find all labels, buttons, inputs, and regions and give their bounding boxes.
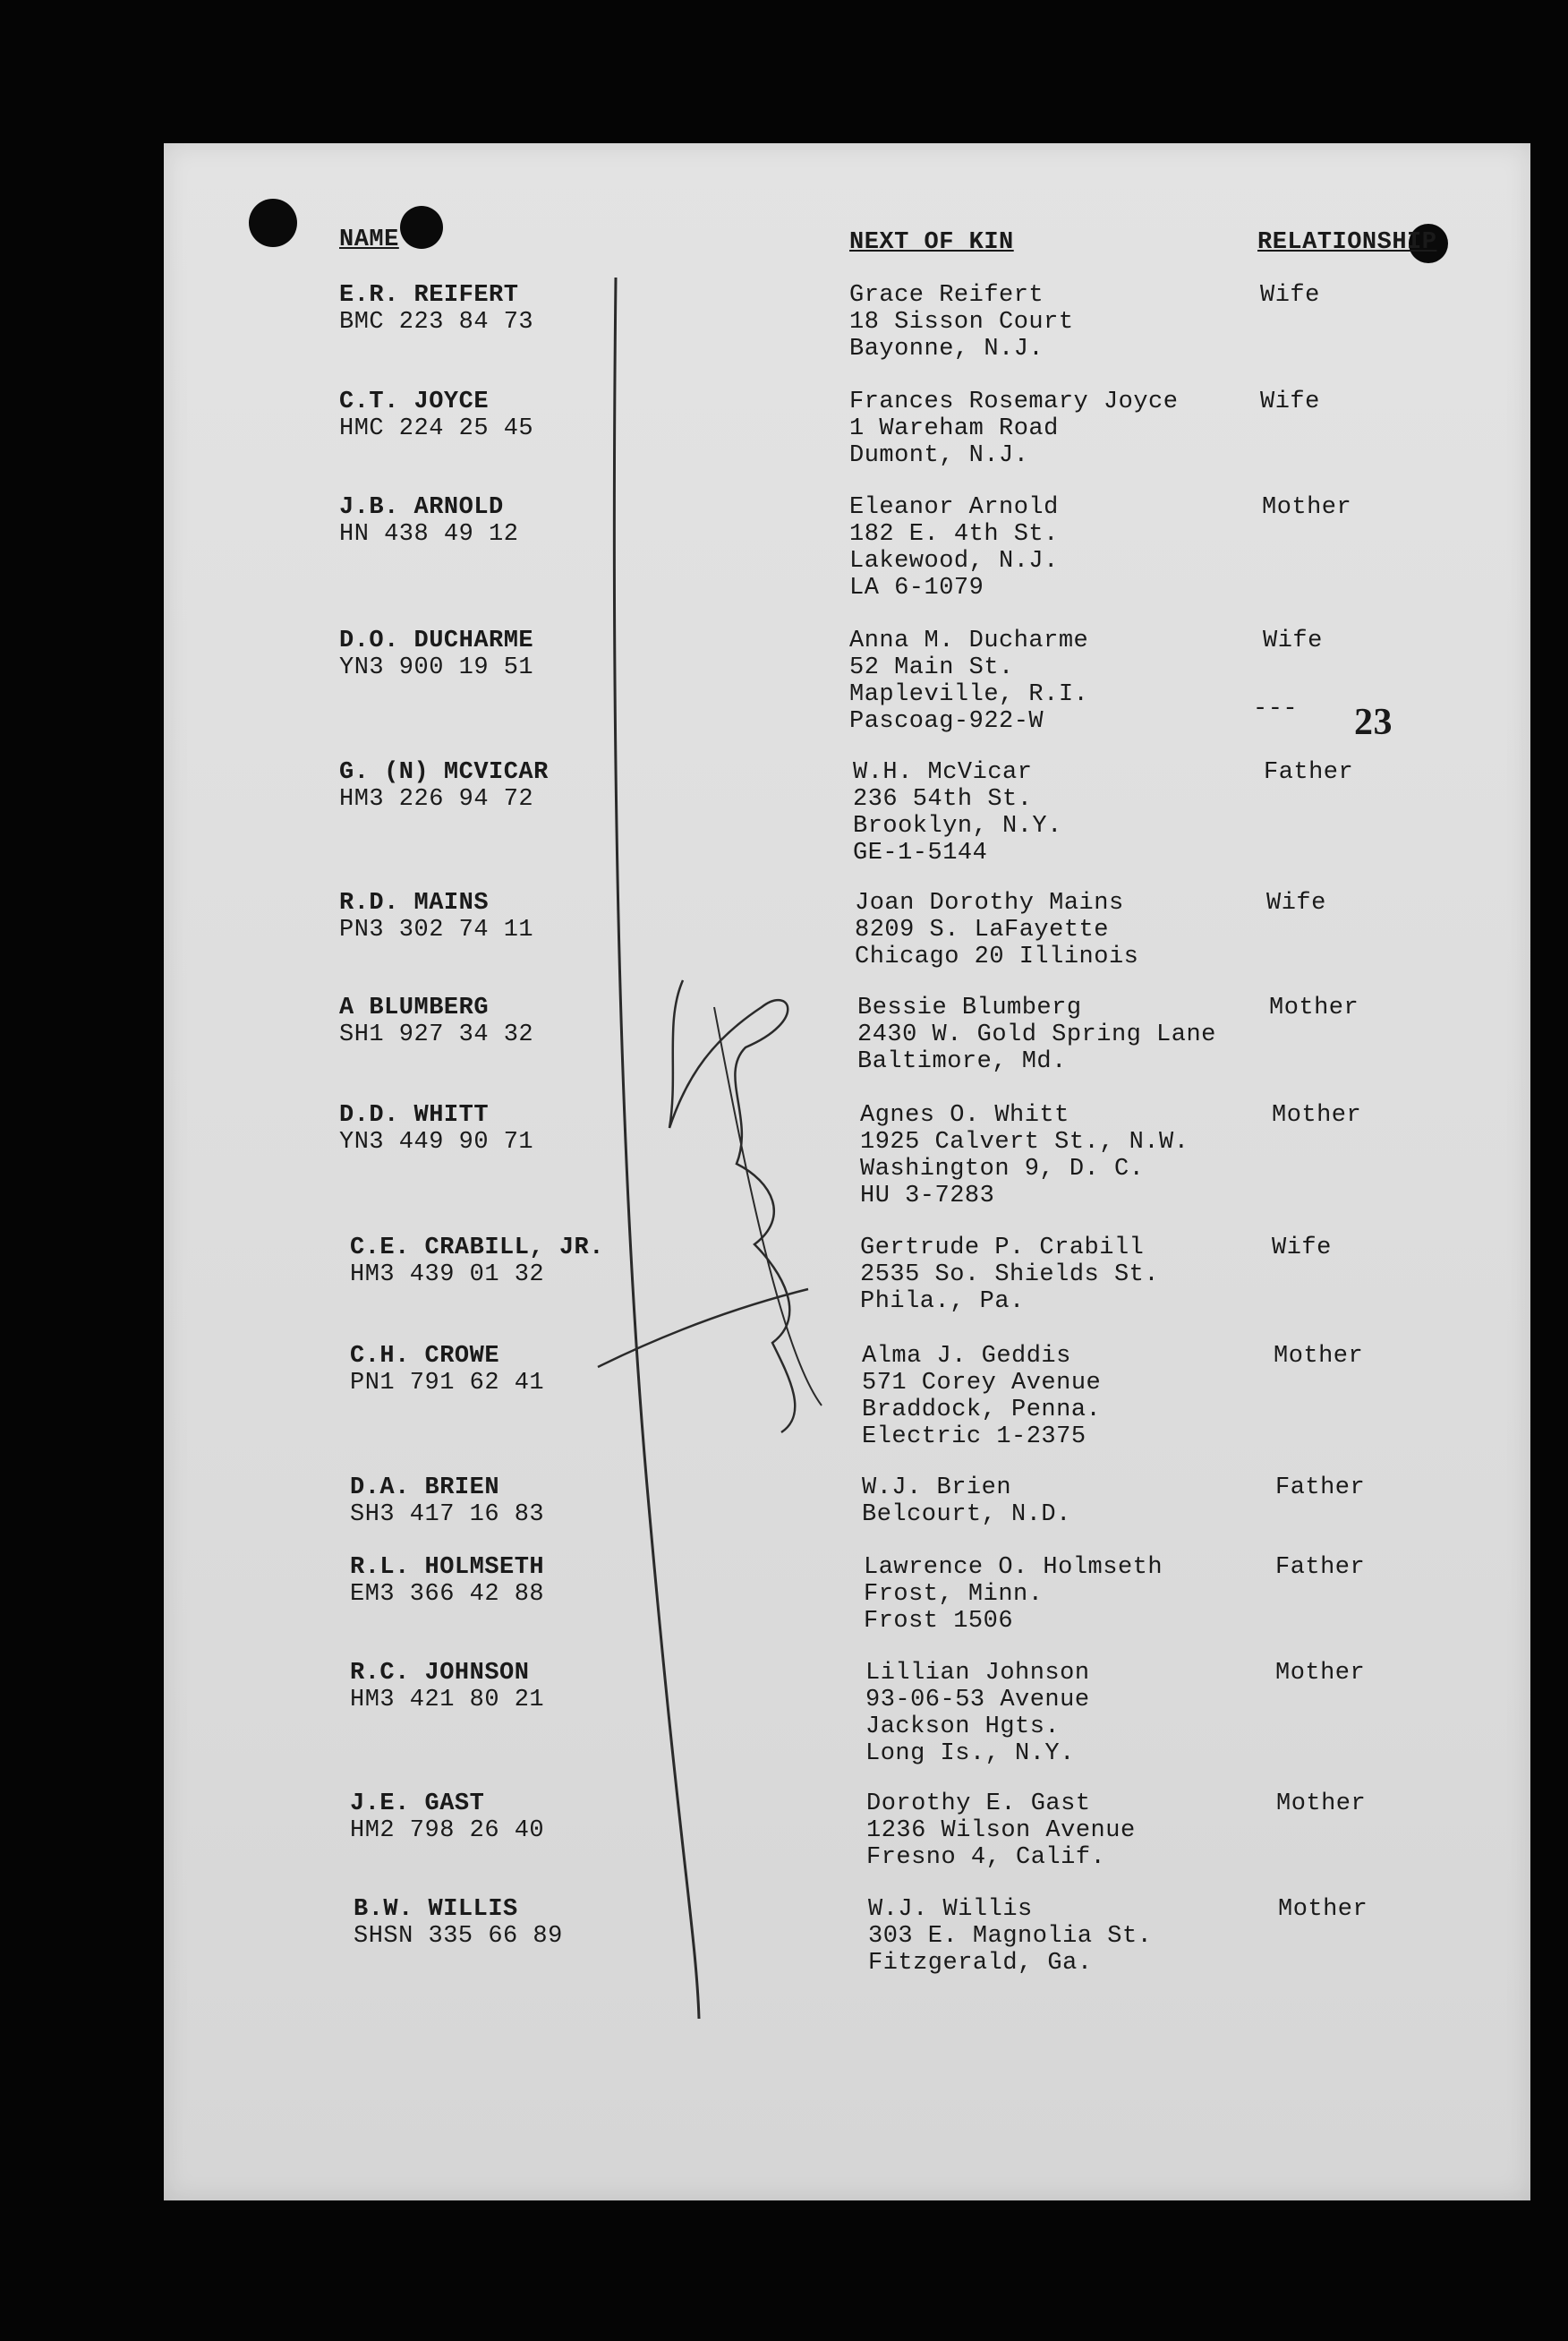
kin-line: Alma J. Geddis	[862, 1343, 1071, 1370]
kin-line: Washington 9, D. C.	[860, 1156, 1145, 1183]
entry-relationship: Wife	[1260, 282, 1320, 309]
kin-line: Frances Rosemary Joyce	[849, 389, 1179, 415]
kin-line: 93-06-53 Avenue	[865, 1687, 1090, 1713]
entry-name: A BLUMBERG	[339, 995, 490, 1021]
kin-line: Agnes O. Whitt	[860, 1102, 1069, 1129]
handwritten-signature	[669, 980, 795, 1432]
entry-service-id: SH3 417 16 83	[350, 1501, 545, 1528]
page-number: 23	[1354, 702, 1393, 743]
entry-service-id: YN3 900 19 51	[339, 654, 534, 681]
entry-service-id: HM3 439 01 32	[350, 1261, 545, 1288]
header-next-of-kin: NEXT OF KIN	[849, 229, 1014, 256]
kin-line: LA 6-1079	[849, 575, 984, 602]
kin-line: Anna M. Ducharme	[849, 628, 1089, 654]
kin-line: Gertrude P. Crabill	[860, 1235, 1145, 1261]
margin-annotations	[164, 143, 1530, 2200]
kin-line: Fitzgerald, Ga.	[868, 1950, 1093, 1977]
entry-relationship: Mother	[1276, 1790, 1367, 1817]
entry-name: D.O. DUCHARME	[339, 628, 534, 654]
entry-relationship: Mother	[1275, 1660, 1366, 1687]
entry-relationship: Father	[1275, 1554, 1366, 1581]
kin-line: W.J. Willis	[868, 1896, 1033, 1923]
kin-line: Pascoag-922-W	[849, 708, 1044, 735]
entry-name: C.H. CROWE	[350, 1343, 500, 1370]
kin-line: Fresno 4, Calif.	[866, 1844, 1106, 1871]
entry-relationship: Mother	[1278, 1896, 1368, 1923]
kin-line: Electric 1-2375	[862, 1423, 1087, 1450]
kin-line: Lakewood, N.J.	[849, 548, 1059, 575]
signature-underline	[598, 1289, 808, 1367]
entry-name: C.E. CRABILL, JR.	[350, 1235, 604, 1261]
entry-relationship: Wife	[1272, 1235, 1332, 1261]
kin-line: Belcourt, N.D.	[862, 1501, 1071, 1528]
kin-line: Mapleville, R.I.	[849, 681, 1089, 708]
kin-line: 2535 So. Shields St.	[860, 1261, 1160, 1288]
kin-line: Long Is., N.Y.	[865, 1740, 1075, 1767]
kin-line: W.J. Brien	[862, 1474, 1012, 1501]
entry-relationship: Father	[1275, 1474, 1366, 1501]
kin-line: W.H. McVicar	[853, 759, 1033, 786]
kin-line: Phila., Pa.	[860, 1288, 1025, 1315]
entry-name: R.C. JOHNSON	[350, 1660, 530, 1687]
kin-line: Eleanor Arnold	[849, 494, 1059, 521]
entry-relationship: Wife	[1260, 389, 1320, 415]
entry-name: D.A. BRIEN	[350, 1474, 500, 1501]
kin-line: 236 54th St.	[853, 786, 1033, 813]
entry-service-id: HN 438 49 12	[339, 521, 519, 548]
entry-service-id: PN1 791 62 41	[350, 1370, 545, 1397]
entry-service-id: SH1 927 34 32	[339, 1021, 534, 1048]
entry-name: J.B. ARNOLD	[339, 494, 504, 521]
kin-line: 52 Main St.	[849, 654, 1014, 681]
entry-service-id: HM3 421 80 21	[350, 1687, 545, 1713]
entry-relationship: Mother	[1269, 995, 1359, 1021]
entry-service-id: HM3 226 94 72	[339, 786, 534, 813]
entry-name: D.D. WHITT	[339, 1102, 490, 1129]
kin-line: 2430 W. Gold Spring Lane	[857, 1021, 1216, 1048]
kin-line: Brooklyn, N.Y.	[853, 813, 1062, 840]
kin-line: 1925 Calvert St., N.W.	[860, 1129, 1189, 1156]
kin-line: 571 Corey Avenue	[862, 1370, 1102, 1397]
kin-line: HU 3-7283	[860, 1183, 995, 1209]
entry-name: R.L. HOLMSETH	[350, 1554, 545, 1581]
kin-line: Frost, Minn.	[864, 1581, 1044, 1608]
header-relationship: RELATIONSHIP	[1257, 229, 1437, 256]
kin-line: 18 Sisson Court	[849, 309, 1074, 336]
kin-line: Chicago 20 Illinois	[855, 944, 1139, 970]
kin-line: Jackson Hgts.	[865, 1713, 1061, 1740]
entry-service-id: YN3 449 90 71	[339, 1129, 534, 1156]
kin-line: Joan Dorothy Mains	[855, 890, 1124, 917]
kin-line: Dumont, N.J.	[849, 442, 1029, 469]
entry-service-id: EM3 366 42 88	[350, 1581, 545, 1608]
kin-line: Frost 1506	[864, 1608, 1014, 1635]
kin-line: 8209 S. LaFayette	[855, 917, 1109, 944]
entry-relationship: Wife	[1263, 628, 1323, 654]
vertical-margin-line	[614, 278, 699, 2019]
kin-line: Braddock, Penna.	[862, 1397, 1102, 1423]
entry-service-id: SHSN 335 66 89	[354, 1923, 563, 1950]
entry-relationship: Mother	[1262, 494, 1352, 521]
entry-service-id: BMC 223 84 73	[339, 309, 534, 336]
entry-name: C.T. JOYCE	[339, 389, 490, 415]
entry-relationship: Mother	[1272, 1102, 1362, 1129]
entry-name: G. (N) MCVICAR	[339, 759, 549, 786]
entry-name: R.D. MAINS	[339, 890, 490, 917]
entry-relationship: Mother	[1274, 1343, 1364, 1370]
kin-line: 303 E. Magnolia St.	[868, 1923, 1153, 1950]
entry-name: B.W. WILLIS	[354, 1896, 518, 1923]
document-page	[164, 143, 1530, 2200]
kin-line: GE-1-5144	[853, 840, 988, 867]
kin-line: Bayonne, N.J.	[849, 336, 1044, 363]
entry-service-id: PN3 302 74 11	[339, 917, 534, 944]
entry-name: J.E. GAST	[350, 1790, 485, 1817]
entry-service-id: HMC 224 25 45	[339, 415, 534, 442]
kin-line: Baltimore, Md.	[857, 1048, 1067, 1075]
header-name: NAME	[339, 226, 399, 253]
entry-service-id: HM2 798 26 40	[350, 1817, 545, 1844]
kin-line: Lawrence O. Holmseth	[864, 1554, 1163, 1581]
kin-line: Lillian Johnson	[865, 1660, 1090, 1687]
kin-line: 1236 Wilson Avenue	[866, 1817, 1136, 1844]
entry-relationship: Wife	[1266, 890, 1326, 917]
kin-line: Grace Reifert	[849, 282, 1044, 309]
kin-line: Bessie Blumberg	[857, 995, 1082, 1021]
kin-line: 182 E. 4th St.	[849, 521, 1059, 548]
kin-line: Dorothy E. Gast	[866, 1790, 1091, 1817]
signature-diagonal	[714, 1007, 822, 1405]
entry-relationship: Father	[1264, 759, 1354, 786]
entry-name: E.R. REIFERT	[339, 282, 519, 309]
kin-line: 1 Wareham Road	[849, 415, 1059, 442]
dash-mark: ---	[1253, 696, 1299, 722]
